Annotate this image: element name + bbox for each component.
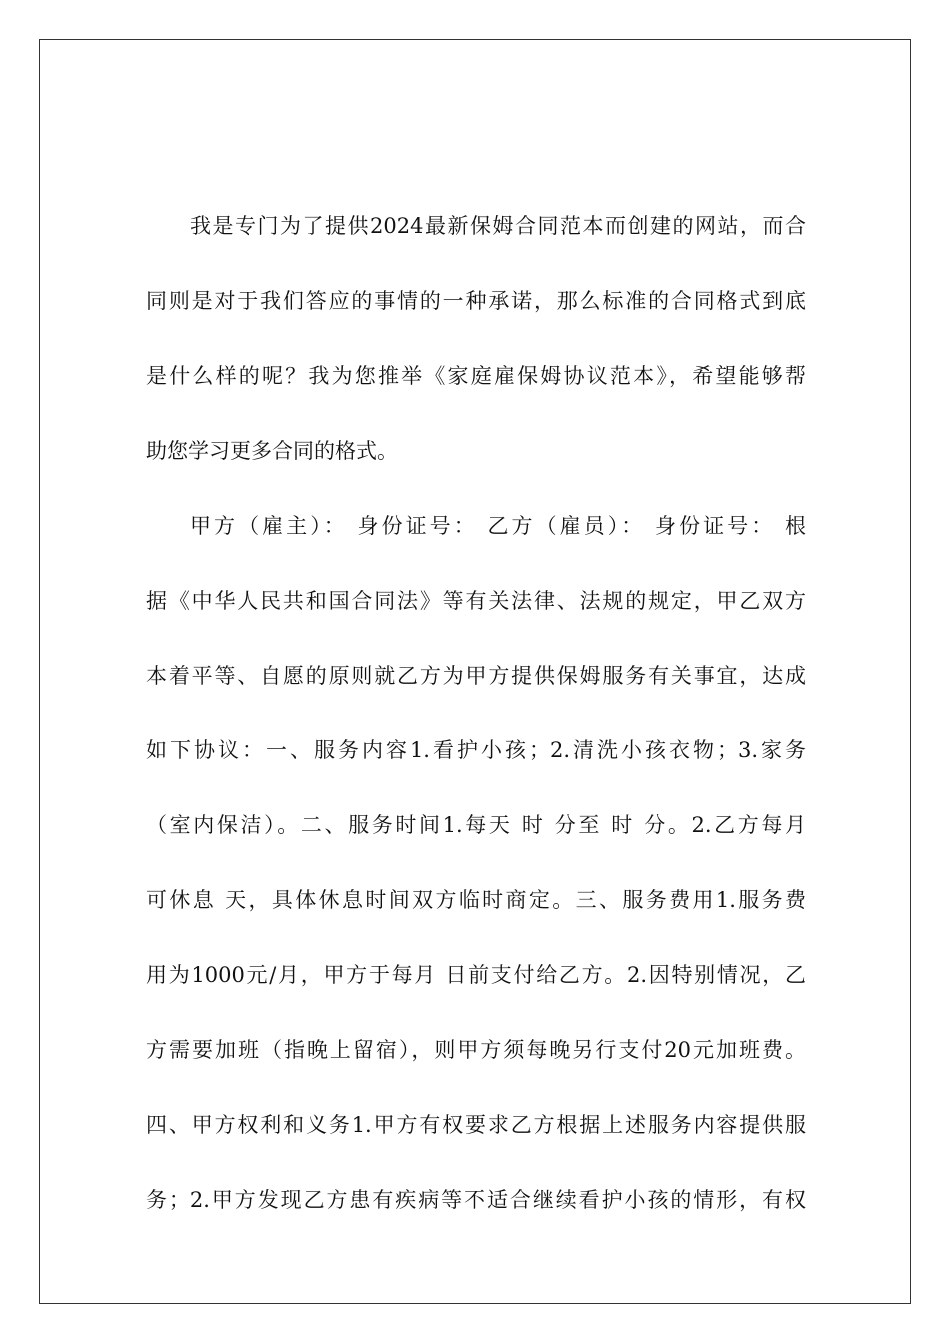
paragraph-2-line-3: 本着平等、自愿的原则就乙方为甲方提供保姆服务有关事宜，达成 xyxy=(146,664,806,688)
paragraph-2-line-8: 方需要加班（指晚上留宿），则甲方须每晚另行支付20元加班费。 xyxy=(146,1038,806,1062)
paragraph-2-line-4: 如下协议：一、服务内容1.看护小孩；2.清洗小孩衣物；3.家务 xyxy=(146,738,806,762)
paragraph-1-line-2: 同则是对于我们答应的事情的一种承诺，那么标准的合同格式到底 xyxy=(146,289,806,313)
paragraph-2-line-2: 据《中华人民共和国合同法》等有关法律、法规的规定，甲乙双方 xyxy=(146,589,806,613)
paragraph-2-line-9: 四、甲方权利和义务1.甲方有权要求乙方根据上述服务内容提供服 xyxy=(146,1113,806,1137)
paragraph-2-line-5: （室内保洁）。二、服务时间1.每天 时 分至 时 分。2.乙方每月 xyxy=(146,813,806,837)
paragraph-2-line-6: 可休息 天，具体休息时间双方临时商定。三、服务费用1.服务费 xyxy=(146,888,806,912)
paragraph-2-line-7: 用为1000元/月，甲方于每月 日前支付给乙方。2.因特别情况，乙 xyxy=(146,963,806,987)
paragraph-2-line-10: 务；2.甲方发现乙方患有疾病等不适合继续看护小孩的情形，有权 xyxy=(146,1188,806,1212)
paragraph-1-line-3: 是什么样的呢？我为您推举《家庭雇保姆协议范本》，希望能够帮 xyxy=(146,364,806,388)
paragraph-1-line-1: 我是专门为了提供2024最新保姆合同范本而创建的网站，而合 xyxy=(190,214,806,238)
paragraph-1-line-4: 助您学习更多合同的格式。 xyxy=(146,439,398,463)
paragraph-2-line-1: 甲方（雇主）： 身份证号： 乙方（雇员）： 身份证号： 根 xyxy=(190,514,806,538)
